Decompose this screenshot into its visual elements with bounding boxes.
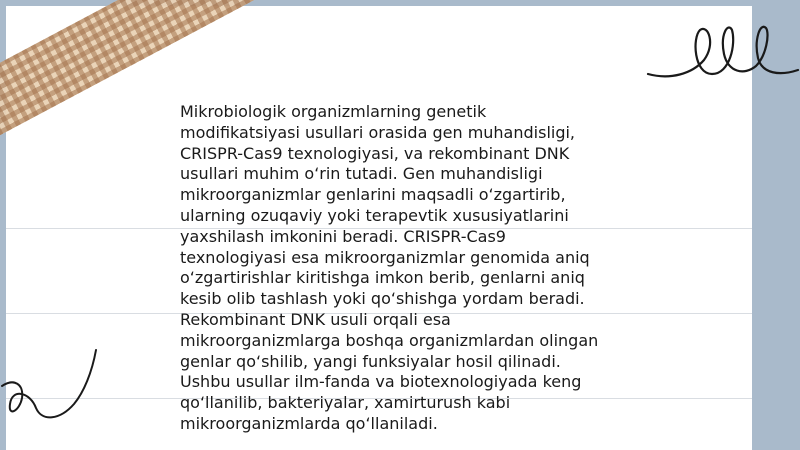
curl-scribble-icon	[0, 346, 100, 426]
body-paragraph: Mikrobiologik organizmlarning genetik modifikatsiyasi usullari orasida gen muhandisligi, CRISPR-Cas9 texnologiyasi, va rekombinant DNK usullari muhim o‘rin tutadi. Gen muhandisligi mikroorganizmlar genlarini maqsadli o‘zgartirib, ularning ozuqaviy yoki terapevtik xususiyatlarini yaxshilash imkonini beradi. CRISPR-Cas9 texnologiyasi esa mikroorganizmlar genomida aniq o‘zgartirishlar kiritishga imkon berib, genlarni aniq kesib olib tashlash yoki qo‘shishga yordam beradi. Rekombinant DNK usuli orqali esa mikroorganizmlarga boshqa organizmlardan olingan genlar qo‘shilib, yangi funksiyalar hosil qilinadi. Ushbu usullar ilm-fanda va biotexnologiyada keng qo‘llanilib, bakteriyalar, xamirturush kabi mikroorganizmlarda qo‘llaniladi.	[180, 102, 599, 433]
loop-scribble-icon	[640, 14, 800, 84]
